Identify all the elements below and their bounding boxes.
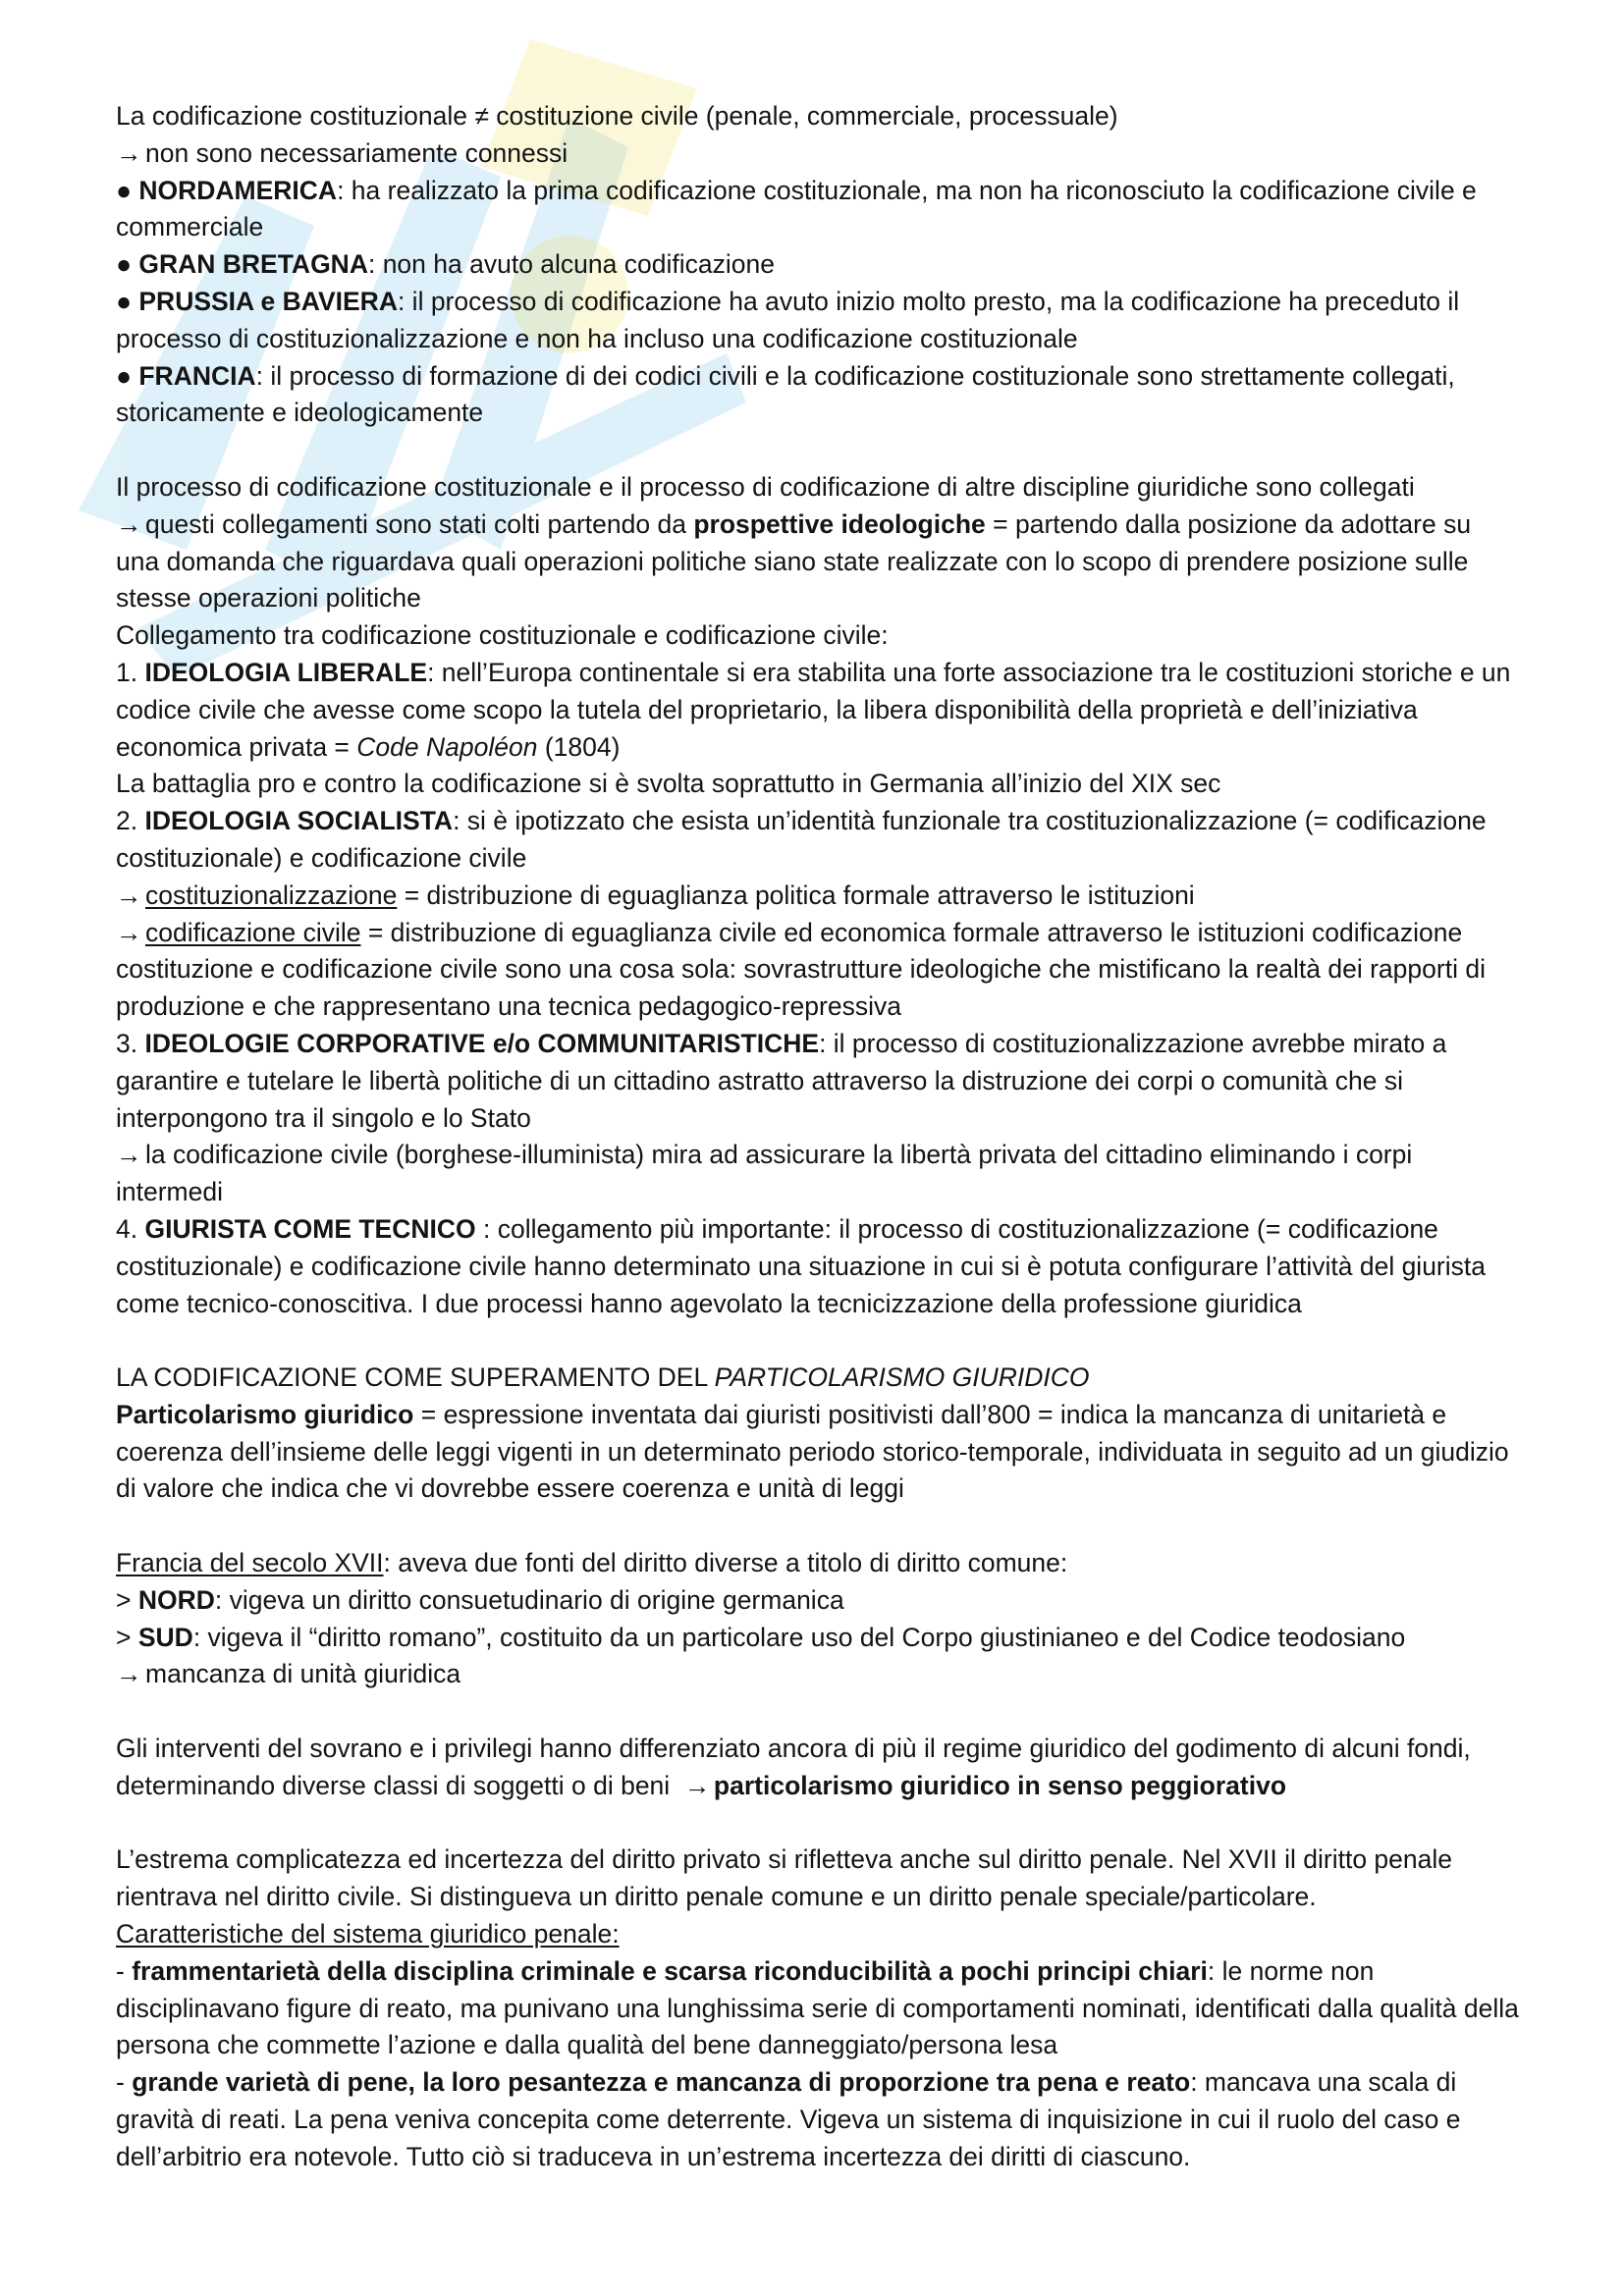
bullet-icon: ● xyxy=(116,286,139,316)
arrow-right-icon: → xyxy=(116,1140,142,1170)
paragraph-diritto-penale: L’estrema complicatezza ed incertezza del diritto privato si rifletteva anche sul diritto penale. Nel XVII il diritto penale rientrava nel diritto civile. Si distingueva un diritto penale comune e un diritto penale speciale/particolare. xyxy=(116,1844,1453,1912)
arrow-right-icon: → xyxy=(116,880,142,910)
document-body xyxy=(116,98,1520,2176)
arrow-right-icon: → xyxy=(116,1659,142,1689)
arrow-right-icon: → xyxy=(116,137,142,168)
line-intro-arrow: → non sono necessariamente connessi xyxy=(116,135,1520,173)
item-ideologia-liberale: 1. IDEOLOGIA LIBERALE: nell’Europa continentale si era stabilita una forte associazione tra le costituzioni storiche e un codice civile che avesse come scopo la tutela del proprietario, la libera disponibilità della proprietà e dell’iniziativa economica privata = Code Napoléon (1804) xyxy=(116,657,1511,762)
section-heading: LA CODIFICAZIONE COME SUPERAMENTO DEL PARTICOLARISMO GIURIDICO xyxy=(116,1362,1090,1393)
item-codificazione-civile: → codificazione civile = distribuzione di eguaglianza civile ed economica formale attraverso le istituzioni codificazione costituzione e codificazione civile sono una cosa sola: sovrastrutture ideologiche che mistificano la realtà dei rapporti di produzione e che rappresentano una tecnica pedagogico-repressiva xyxy=(116,915,1520,1026)
paragraph-collegamenti: Il processo di codificazione costituzionale e il processo di codificazione di altre discipline giuridiche sono collegati xyxy=(116,471,1415,502)
bullet-prussia: ● PRUSSIA e BAVIERA: il processo di codificazione ha avuto inizio molto presto, ma la codificazione ha preceduto il processo di costituzionalizzazione e non ha incluso una codificazione costituzionale xyxy=(116,286,1460,353)
paragraph-prospettive: → questi collegamenti sono stati colti partendo da prospettive ideologiche = partendo dalla posizione da adottare su una domanda che riguardava quali operazioni politiche siano state realizzate con lo scopo di prendere posizione sulle stesse operazioni politiche xyxy=(116,507,1520,617)
bullet-nordamerica: ● NORDAMERICA: ha realizzato la prima codificazione costituzionale, ma non ha riconosciuto la codificazione civile e commerciale xyxy=(116,175,1477,242)
item-sud: > SUD: vigeva il “diritto romano”, costituito da un particolare uso del Corpo giustinianeo e del Codice teodosiano xyxy=(116,1622,1406,1652)
item-giurista-tecnico: 4. GIURISTA COME TECNICO : collegamento più importante: il processo di costituzionalizzazione (= codificazione costituzionale) e codificazione civile hanno determinato una situazione in cui si è potuta configurare l’attività del giurista come tecnico-conoscitiva. I due processi hanno agevolato la tecnicizzazione della professione giuridica xyxy=(116,1213,1486,1318)
item-frammentarieta: - frammentarietà della disciplina criminale e scarsa riconducibilità a pochi principi chiari: le norme non disciplinavano figure di reato, ma punivano una lunghissima serie di comportamenti nominati, identificati dalla qualità della persona che commette l’azione e dalla qualità del bene danneggiato/persona lesa xyxy=(116,1955,1519,2060)
line-intro: La codificazione costituzionale ≠ costituzione civile (penale, commerciale, processuale) xyxy=(116,101,1118,131)
item-varieta-pene: - grande varietà di pene, la loro pesantezza e mancanza di proporzione tra pena e reato: mancava una scala di gravità di reati. La pena veniva concepita come deterrente. Vigeva un sistema di inquisizione in cui il ruolo del caso e dell’arbitrio era notevole. Tutto ciò si traduceva in un’estrema incertezza dei diritti di ciascuno. xyxy=(116,2067,1461,2171)
paragraph-sovrano: Gli interventi del sovrano e i privilegi hanno differenziato ancora di più il regime giuridico del godimento di alcuni fondi, determinando diverse classi di soggetti o di beni → particolarismo giuridico in senso peggiorativo xyxy=(116,1731,1520,1805)
item-codificazione-borghese: → la codificazione civile (borghese-illuminista) mira ad assicurare la libertà privata del cittadino eliminando i corpi intermedi xyxy=(116,1137,1520,1211)
bullet-icon: ● xyxy=(116,360,139,391)
item-ideologia-socialista: 2. IDEOLOGIA SOCIALISTA: si è ipotizzato che esista un’identità funzionale tra costituzionalizzazione (= codificazione costituzionale) e codificazione civile xyxy=(116,806,1487,873)
bullet-gran-bretagna: ● GRAN BRETAGNA: non ha avuto alcuna codificazione xyxy=(116,249,775,280)
item-ideologie-corporative: 3. IDEOLOGIE CORPORATIVE e/o COMMUNITARISTICHE: il processo di costituzionalizzazione avrebbe mirato a garantire e tutelare le libertà politiche di un cittadino astratto attraverso la distruzione dei corpi o comunità che si interpongono tra il singolo e lo Stato xyxy=(116,1028,1447,1133)
paragraph-collegamento-title: Collegamento tra codificazione costituzionale e codificazione civile: xyxy=(116,620,889,651)
arrow-right-icon: → xyxy=(116,508,142,539)
item-mancanza-unita: → mancanza di unità giuridica xyxy=(116,1656,1520,1693)
bullet-icon: ● xyxy=(116,175,139,205)
bullet-francia: ● FRANCIA: il processo di formazione di dei codici civili e la codificazione costituzionale sono strettamente collegati, storicamente e ideologicamente xyxy=(116,360,1455,428)
arrow-right-icon: → xyxy=(683,1770,711,1800)
item-battaglia: La battaglia pro e contro la codificazione si è svolta soprattutto in Germania all’inizio del XIX sec xyxy=(116,769,1221,799)
arrow-right-icon: → xyxy=(116,917,142,947)
paragraph-particolarismo: Particolarismo giuridico = espressione inventata dai giuristi positivisti dall’800 = indica la mancanza di unitarietà e coerenza dell’insieme delle leggi vigenti in un determinato periodo storico-temporale, individuata in seguito ad un giudizio di valore che indica che vi dovrebbe essere coerenza e unità di leggi xyxy=(116,1399,1509,1504)
bullet-icon: ● xyxy=(116,249,139,280)
paragraph-francia-xvii: Francia del secolo XVII: aveva due fonti del diritto diverse a titolo di diritto comune: xyxy=(116,1548,1068,1578)
item-costituzionalizzazione: → costituzionalizzazione = distribuzione di eguaglianza politica formale attraverso le istituzioni xyxy=(116,878,1520,915)
item-nord: > NORD: vigeva un diritto consuetudinario di origine germanica xyxy=(116,1584,844,1615)
paragraph-caratteristiche: Caratteristiche del sistema giuridico penale: xyxy=(116,1919,620,1949)
